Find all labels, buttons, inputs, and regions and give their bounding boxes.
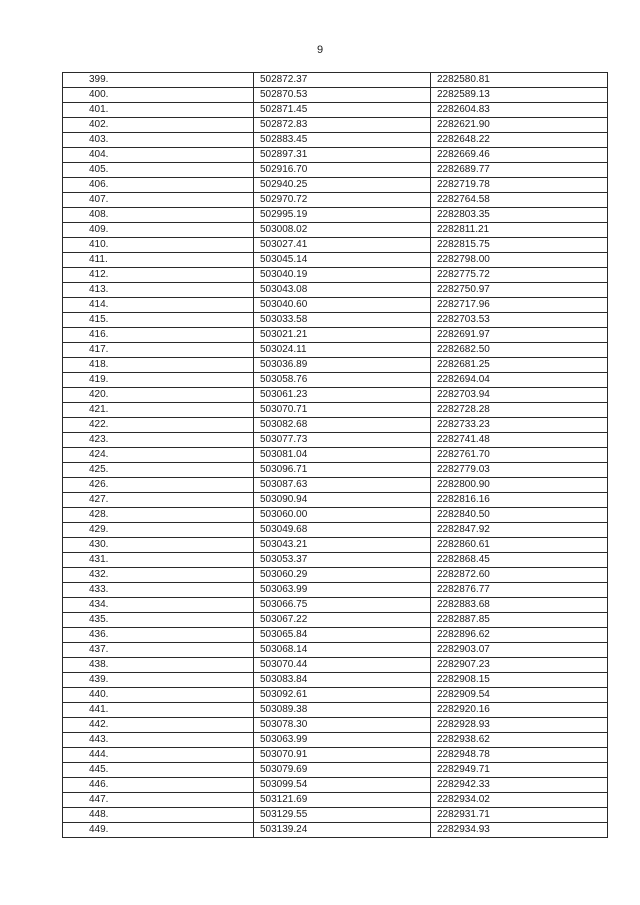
table-row (63, 778, 608, 793)
x-coordinate-cell: 503060.29 (254, 568, 431, 583)
point-number-cell: 422. (63, 418, 254, 433)
y-coordinate-cell: 2282750.97 (431, 283, 608, 298)
point-number-cell: 414. (63, 298, 254, 313)
y-coordinate-cell: 2282703.53 (431, 313, 608, 328)
table-row (63, 823, 608, 838)
y-coordinate-cell: 2282741.48 (431, 433, 608, 448)
y-coordinate-cell: 2282717.96 (431, 298, 608, 313)
x-coordinate-cell: 503049.68 (254, 523, 431, 538)
point-number-cell: 402. (63, 118, 254, 133)
point-number-cell: 409. (63, 223, 254, 238)
y-coordinate-cell: 2282840.50 (431, 508, 608, 523)
point-number-cell: 418. (63, 358, 254, 373)
table-row (63, 673, 608, 688)
x-coordinate-cell: 502970.72 (254, 193, 431, 208)
x-coordinate-cell: 502872.83 (254, 118, 431, 133)
y-coordinate-cell: 2282909.54 (431, 688, 608, 703)
point-number-cell: 424. (63, 448, 254, 463)
coordinates-table-body (63, 73, 608, 838)
table-row (63, 628, 608, 643)
table-row (63, 103, 608, 118)
point-number-cell: 416. (63, 328, 254, 343)
table-row (63, 508, 608, 523)
x-coordinate-cell: 503036.89 (254, 358, 431, 373)
point-number-cell: 429. (63, 523, 254, 538)
point-number-cell: 407. (63, 193, 254, 208)
x-coordinate-cell: 503089.38 (254, 703, 431, 718)
y-coordinate-cell: 2282803.35 (431, 208, 608, 223)
y-coordinate-cell: 2282800.90 (431, 478, 608, 493)
point-number-cell: 423. (63, 433, 254, 448)
table-row (63, 493, 608, 508)
table-row (63, 463, 608, 478)
y-coordinate-cell: 2282764.58 (431, 193, 608, 208)
page-number: 9 (316, 44, 324, 56)
y-coordinate-cell: 2282815.75 (431, 238, 608, 253)
x-coordinate-cell: 503040.60 (254, 298, 431, 313)
x-coordinate-cell: 503040.19 (254, 268, 431, 283)
point-number-cell: 430. (63, 538, 254, 553)
table-row (63, 553, 608, 568)
table-row (63, 418, 608, 433)
y-coordinate-cell: 2282694.04 (431, 373, 608, 388)
point-number-cell: 440. (63, 688, 254, 703)
x-coordinate-cell: 503070.71 (254, 403, 431, 418)
x-coordinate-cell: 503066.75 (254, 598, 431, 613)
x-coordinate-cell: 502871.45 (254, 103, 431, 118)
point-number-cell: 405. (63, 163, 254, 178)
y-coordinate-cell: 2282648.22 (431, 133, 608, 148)
y-coordinate-cell: 2282887.85 (431, 613, 608, 628)
point-number-cell: 408. (63, 208, 254, 223)
table-row (63, 718, 608, 733)
x-coordinate-cell: 503087.63 (254, 478, 431, 493)
table-row (63, 448, 608, 463)
y-coordinate-cell: 2282872.60 (431, 568, 608, 583)
point-number-cell: 449. (63, 823, 254, 838)
point-number-cell: 415. (63, 313, 254, 328)
table-row (63, 568, 608, 583)
y-coordinate-cell: 2282816.16 (431, 493, 608, 508)
point-number-cell: 439. (63, 673, 254, 688)
x-coordinate-cell: 503027.41 (254, 238, 431, 253)
table-row (63, 268, 608, 283)
x-coordinate-cell: 503053.37 (254, 553, 431, 568)
point-number-cell: 411. (63, 253, 254, 268)
table-row (63, 478, 608, 493)
y-coordinate-cell: 2282938.62 (431, 733, 608, 748)
y-coordinate-cell: 2282691.97 (431, 328, 608, 343)
y-coordinate-cell: 2282903.07 (431, 643, 608, 658)
table-row (63, 118, 608, 133)
table-row (63, 583, 608, 598)
x-coordinate-cell: 503068.14 (254, 643, 431, 658)
table-row (63, 283, 608, 298)
y-coordinate-cell: 2282580.81 (431, 73, 608, 88)
table-row (63, 598, 608, 613)
x-coordinate-cell: 503099.54 (254, 778, 431, 793)
x-coordinate-cell: 503090.94 (254, 493, 431, 508)
table-row (63, 73, 608, 88)
x-coordinate-cell: 503045.14 (254, 253, 431, 268)
x-coordinate-cell: 502995.19 (254, 208, 431, 223)
point-number-cell: 426. (63, 478, 254, 493)
y-coordinate-cell: 2282949.71 (431, 763, 608, 778)
x-coordinate-cell: 502872.37 (254, 73, 431, 88)
y-coordinate-cell: 2282928.93 (431, 718, 608, 733)
point-number-cell: 432. (63, 568, 254, 583)
table-row (63, 388, 608, 403)
table-row (63, 313, 608, 328)
x-coordinate-cell: 503077.73 (254, 433, 431, 448)
y-coordinate-cell: 2282733.23 (431, 418, 608, 433)
y-coordinate-cell: 2282883.68 (431, 598, 608, 613)
table-row (63, 733, 608, 748)
point-number-cell: 431. (63, 553, 254, 568)
table-row (63, 748, 608, 763)
y-coordinate-cell: 2282934.02 (431, 793, 608, 808)
point-number-cell: 448. (63, 808, 254, 823)
x-coordinate-cell: 503065.84 (254, 628, 431, 643)
table-row (63, 148, 608, 163)
x-coordinate-cell: 503067.22 (254, 613, 431, 628)
table-row (63, 688, 608, 703)
x-coordinate-cell: 503021.21 (254, 328, 431, 343)
y-coordinate-cell: 2282681.25 (431, 358, 608, 373)
point-number-cell: 399. (63, 73, 254, 88)
x-coordinate-cell: 503078.30 (254, 718, 431, 733)
x-coordinate-cell: 503063.99 (254, 733, 431, 748)
y-coordinate-cell: 2282907.23 (431, 658, 608, 673)
y-coordinate-cell: 2282896.62 (431, 628, 608, 643)
x-coordinate-cell: 502916.70 (254, 163, 431, 178)
x-coordinate-cell: 502940.25 (254, 178, 431, 193)
y-coordinate-cell: 2282589.13 (431, 88, 608, 103)
y-coordinate-cell: 2282811.21 (431, 223, 608, 238)
table-row (63, 523, 608, 538)
table-row (63, 298, 608, 313)
table-row (63, 88, 608, 103)
y-coordinate-cell: 2282689.77 (431, 163, 608, 178)
y-coordinate-cell: 2282908.15 (431, 673, 608, 688)
point-number-cell: 404. (63, 148, 254, 163)
table-row (63, 703, 608, 718)
table-row (63, 538, 608, 553)
table-row (63, 328, 608, 343)
table-row (63, 763, 608, 778)
x-coordinate-cell: 503070.91 (254, 748, 431, 763)
point-number-cell: 403. (63, 133, 254, 148)
point-number-cell: 438. (63, 658, 254, 673)
x-coordinate-cell: 502870.53 (254, 88, 431, 103)
point-number-cell: 410. (63, 238, 254, 253)
x-coordinate-cell: 503058.76 (254, 373, 431, 388)
y-coordinate-cell: 2282779.03 (431, 463, 608, 478)
y-coordinate-cell: 2282669.46 (431, 148, 608, 163)
y-coordinate-cell: 2282920.16 (431, 703, 608, 718)
point-number-cell: 427. (63, 493, 254, 508)
table-row (63, 253, 608, 268)
point-number-cell: 436. (63, 628, 254, 643)
table-row (63, 433, 608, 448)
point-number-cell: 420. (63, 388, 254, 403)
y-coordinate-cell: 2282798.00 (431, 253, 608, 268)
x-coordinate-cell: 503129.55 (254, 808, 431, 823)
x-coordinate-cell: 503024.11 (254, 343, 431, 358)
point-number-cell: 444. (63, 748, 254, 763)
x-coordinate-cell: 503121.69 (254, 793, 431, 808)
table-row (63, 373, 608, 388)
coordinates-table (62, 72, 608, 838)
point-number-cell: 435. (63, 613, 254, 628)
table-row (63, 163, 608, 178)
point-number-cell: 441. (63, 703, 254, 718)
point-number-cell: 433. (63, 583, 254, 598)
point-number-cell: 443. (63, 733, 254, 748)
point-number-cell: 412. (63, 268, 254, 283)
x-coordinate-cell: 503070.44 (254, 658, 431, 673)
y-coordinate-cell: 2282876.77 (431, 583, 608, 598)
table-row (63, 178, 608, 193)
table-row (63, 793, 608, 808)
x-coordinate-cell: 503082.68 (254, 418, 431, 433)
y-coordinate-cell: 2282868.45 (431, 553, 608, 568)
table-row (63, 403, 608, 418)
y-coordinate-cell: 2282860.61 (431, 538, 608, 553)
y-coordinate-cell: 2282931.71 (431, 808, 608, 823)
y-coordinate-cell: 2282703.94 (431, 388, 608, 403)
x-coordinate-cell: 503061.23 (254, 388, 431, 403)
point-number-cell: 428. (63, 508, 254, 523)
x-coordinate-cell: 503033.58 (254, 313, 431, 328)
point-number-cell: 434. (63, 598, 254, 613)
point-number-cell: 437. (63, 643, 254, 658)
table-row (63, 193, 608, 208)
y-coordinate-cell: 2282604.83 (431, 103, 608, 118)
point-number-cell: 445. (63, 763, 254, 778)
point-number-cell: 406. (63, 178, 254, 193)
x-coordinate-cell: 503043.08 (254, 283, 431, 298)
point-number-cell: 419. (63, 373, 254, 388)
table-row (63, 643, 608, 658)
point-number-cell: 447. (63, 793, 254, 808)
point-number-cell: 442. (63, 718, 254, 733)
x-coordinate-cell: 503096.71 (254, 463, 431, 478)
y-coordinate-cell: 2282621.90 (431, 118, 608, 133)
y-coordinate-cell: 2282775.72 (431, 268, 608, 283)
x-coordinate-cell: 503139.24 (254, 823, 431, 838)
x-coordinate-cell: 503008.02 (254, 223, 431, 238)
x-coordinate-cell: 503043.21 (254, 538, 431, 553)
table-row (63, 613, 608, 628)
y-coordinate-cell: 2282719.78 (431, 178, 608, 193)
table-row (63, 133, 608, 148)
point-number-cell: 401. (63, 103, 254, 118)
y-coordinate-cell: 2282682.50 (431, 343, 608, 358)
x-coordinate-cell: 503092.61 (254, 688, 431, 703)
y-coordinate-cell: 2282847.92 (431, 523, 608, 538)
y-coordinate-cell: 2282948.78 (431, 748, 608, 763)
point-number-cell: 446. (63, 778, 254, 793)
x-coordinate-cell: 503081.04 (254, 448, 431, 463)
table-row (63, 343, 608, 358)
point-number-cell: 421. (63, 403, 254, 418)
point-number-cell: 425. (63, 463, 254, 478)
x-coordinate-cell: 503063.99 (254, 583, 431, 598)
table-row (63, 223, 608, 238)
x-coordinate-cell: 502897.31 (254, 148, 431, 163)
y-coordinate-cell: 2282934.93 (431, 823, 608, 838)
x-coordinate-cell: 502883.45 (254, 133, 431, 148)
table-row (63, 208, 608, 223)
table-row (63, 358, 608, 373)
y-coordinate-cell: 2282761.70 (431, 448, 608, 463)
table-row (63, 808, 608, 823)
x-coordinate-cell: 503060.00 (254, 508, 431, 523)
y-coordinate-cell: 2282942.33 (431, 778, 608, 793)
table-row (63, 658, 608, 673)
x-coordinate-cell: 503079.69 (254, 763, 431, 778)
x-coordinate-cell: 503083.84 (254, 673, 431, 688)
y-coordinate-cell: 2282728.28 (431, 403, 608, 418)
point-number-cell: 413. (63, 283, 254, 298)
table-row (63, 238, 608, 253)
point-number-cell: 417. (63, 343, 254, 358)
point-number-cell: 400. (63, 88, 254, 103)
